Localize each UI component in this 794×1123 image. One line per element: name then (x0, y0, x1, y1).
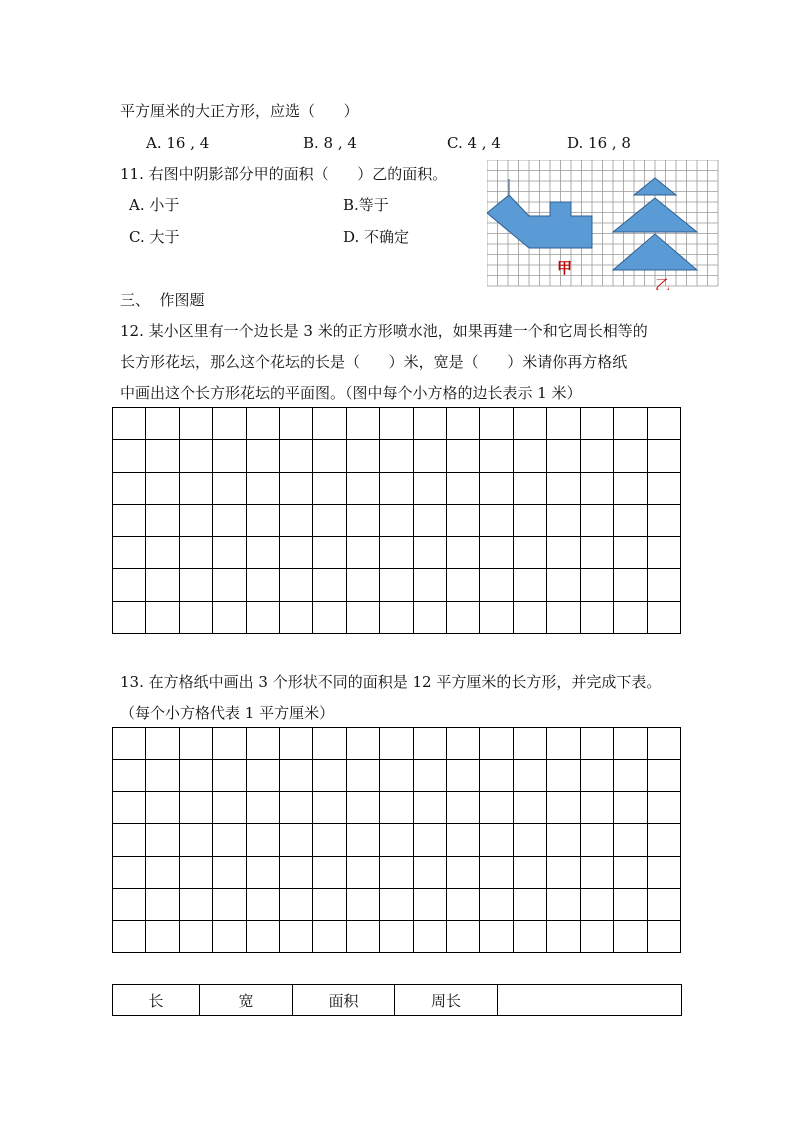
grid-cell[interactable] (547, 537, 580, 569)
grid-cell[interactable] (447, 920, 480, 952)
grid-cell[interactable] (547, 888, 580, 920)
grid-cell[interactable] (280, 408, 313, 440)
grid-cell[interactable] (146, 728, 179, 760)
grid-cell[interactable] (480, 601, 513, 633)
grid-cell[interactable] (246, 792, 279, 824)
grid-cell[interactable] (280, 601, 313, 633)
grid-cell[interactable] (380, 504, 413, 536)
grid-cell[interactable] (380, 856, 413, 888)
grid-cell[interactable] (146, 792, 179, 824)
grid-cell[interactable] (213, 920, 246, 952)
grid-cell[interactable] (480, 920, 513, 952)
grid-cell[interactable] (246, 888, 279, 920)
grid-cell[interactable] (413, 824, 446, 856)
table-header-blank[interactable] (498, 985, 682, 1016)
grid-cell[interactable] (179, 824, 212, 856)
grid-cell[interactable] (647, 569, 681, 601)
q11-option-d: D. 不确定 (343, 228, 410, 246)
grid-cell[interactable] (513, 888, 546, 920)
grid-cell[interactable] (580, 888, 613, 920)
grid-cell[interactable] (179, 440, 212, 472)
grid-cell[interactable] (413, 440, 446, 472)
grid-cell[interactable] (179, 504, 212, 536)
grid-cell[interactable] (513, 856, 546, 888)
grid-cell[interactable] (213, 792, 246, 824)
grid-cell[interactable] (313, 537, 346, 569)
grid-cell[interactable] (380, 408, 413, 440)
section-3-title: 三、 作图题 (120, 291, 205, 309)
grid-cell[interactable] (647, 601, 681, 633)
grid-cell[interactable] (380, 440, 413, 472)
grid-cell[interactable] (547, 569, 580, 601)
grid-cell[interactable] (447, 537, 480, 569)
grid-cell[interactable] (614, 569, 647, 601)
grid-cell[interactable] (547, 472, 580, 504)
grid-row (113, 792, 681, 824)
grid-cell[interactable] (647, 537, 681, 569)
grid-cell[interactable] (146, 920, 179, 952)
grid-cell[interactable] (246, 824, 279, 856)
grid-cell[interactable] (580, 440, 613, 472)
q10-option-d: D. 16 , 8 (567, 134, 631, 152)
grid-cell[interactable] (280, 537, 313, 569)
grid-cell[interactable] (547, 792, 580, 824)
grid-cell[interactable] (614, 824, 647, 856)
grid-cell[interactable] (213, 408, 246, 440)
q10-stem-tail: 平方厘米的大正方形，应选（ ） (120, 102, 359, 120)
grid-cell[interactable] (246, 920, 279, 952)
grid-cell[interactable] (146, 408, 179, 440)
grid-cell[interactable] (614, 472, 647, 504)
grid-row (113, 920, 681, 952)
grid-cell[interactable] (614, 408, 647, 440)
grid-cell[interactable] (580, 601, 613, 633)
grid-cell[interactable] (447, 856, 480, 888)
grid-cell[interactable] (547, 760, 580, 792)
grid-cell[interactable] (179, 920, 212, 952)
grid-cell[interactable] (513, 472, 546, 504)
grid-cell[interactable] (113, 888, 146, 920)
grid-cell[interactable] (447, 601, 480, 633)
grid-cell[interactable] (580, 569, 613, 601)
grid-cell[interactable] (179, 760, 212, 792)
grid-cell[interactable] (480, 760, 513, 792)
grid-row (113, 408, 681, 440)
grid-cell[interactable] (614, 601, 647, 633)
grid-row (113, 728, 681, 760)
grid-row (113, 504, 681, 536)
grid-cell[interactable] (113, 728, 146, 760)
grid-cell[interactable] (246, 601, 279, 633)
grid-cell[interactable] (313, 504, 346, 536)
grid-cell[interactable] (313, 856, 346, 888)
grid-cell[interactable] (146, 601, 179, 633)
grid-cell[interactable] (647, 728, 681, 760)
grid-cell[interactable] (246, 472, 279, 504)
grid-cell[interactable] (113, 472, 146, 504)
grid-cell[interactable] (313, 408, 346, 440)
grid-cell[interactable] (146, 569, 179, 601)
grid-cell[interactable] (480, 472, 513, 504)
grid-cell[interactable] (146, 888, 179, 920)
grid-cell[interactable] (580, 792, 613, 824)
grid-cell[interactable] (413, 888, 446, 920)
grid-cell[interactable] (113, 856, 146, 888)
grid-cell[interactable] (647, 824, 681, 856)
grid-cell[interactable] (380, 728, 413, 760)
grid-cell[interactable] (346, 792, 379, 824)
shape-yi-top-triangle (634, 178, 676, 195)
grid-cell[interactable] (179, 792, 212, 824)
grid-cell[interactable] (614, 920, 647, 952)
grid-cell[interactable] (413, 408, 446, 440)
grid-cell[interactable] (213, 728, 246, 760)
grid-cell[interactable] (313, 569, 346, 601)
grid-cell[interactable] (280, 920, 313, 952)
grid-row (113, 440, 681, 472)
grid-cell[interactable] (146, 537, 179, 569)
grid-row (113, 569, 681, 601)
grid-cell[interactable] (480, 440, 513, 472)
grid-cell[interactable] (213, 601, 246, 633)
grid-cell[interactable] (413, 472, 446, 504)
grid-cell[interactable] (480, 408, 513, 440)
grid-cell[interactable] (213, 504, 246, 536)
q13-line-2: （每个小方格代表 1 平方厘米） (120, 704, 335, 722)
grid-cell[interactable] (447, 792, 480, 824)
grid-cell[interactable] (614, 504, 647, 536)
grid-cell[interactable] (380, 760, 413, 792)
q11-option-b: B.等于 (343, 196, 389, 214)
grid-cell[interactable] (647, 472, 681, 504)
grid-cell[interactable] (580, 856, 613, 888)
grid-row (113, 856, 681, 888)
grid-cell[interactable] (313, 920, 346, 952)
grid-cell[interactable] (179, 856, 212, 888)
grid-cell[interactable] (113, 569, 146, 601)
grid-cell[interactable] (246, 440, 279, 472)
grid-cell[interactable] (413, 920, 446, 952)
grid-cell[interactable] (179, 472, 212, 504)
grid-cell[interactable] (647, 504, 681, 536)
grid-cell[interactable] (547, 920, 580, 952)
grid-cell[interactable] (547, 856, 580, 888)
grid-cell[interactable] (447, 440, 480, 472)
grid-cell[interactable] (346, 728, 379, 760)
grid-cell[interactable] (647, 888, 681, 920)
grid-cell[interactable] (113, 824, 146, 856)
grid-cell[interactable] (647, 920, 681, 952)
grid-cell[interactable] (346, 824, 379, 856)
grid-cell[interactable] (480, 856, 513, 888)
grid-cell[interactable] (113, 504, 146, 536)
grid-cell[interactable] (513, 569, 546, 601)
grid-cell[interactable] (213, 537, 246, 569)
grid-cell[interactable] (380, 537, 413, 569)
grid-cell[interactable] (213, 569, 246, 601)
q11-option-c: C. 大于 (129, 228, 180, 246)
grid-cell[interactable] (213, 440, 246, 472)
grid-cell[interactable] (246, 569, 279, 601)
grid-cell[interactable] (480, 504, 513, 536)
grid-cell[interactable] (280, 440, 313, 472)
grid-cell[interactable] (413, 728, 446, 760)
grid-cell[interactable] (614, 760, 647, 792)
grid-cell[interactable] (113, 537, 146, 569)
label-yi: 乙 (655, 276, 671, 290)
q13-grid-paper[interactable] (112, 727, 681, 953)
grid-cell[interactable] (447, 504, 480, 536)
grid-cell[interactable] (480, 824, 513, 856)
grid-cell[interactable] (146, 760, 179, 792)
grid-cell[interactable] (346, 440, 379, 472)
grid-cell[interactable] (413, 601, 446, 633)
grid-cell[interactable] (313, 888, 346, 920)
grid-cell[interactable] (280, 824, 313, 856)
grid-cell[interactable] (346, 920, 379, 952)
grid-cell[interactable] (213, 856, 246, 888)
grid-cell[interactable] (380, 601, 413, 633)
grid-cell[interactable] (580, 920, 613, 952)
table-header-width: 宽 (200, 985, 293, 1016)
grid-cell[interactable] (614, 888, 647, 920)
grid-cell[interactable] (280, 888, 313, 920)
grid-cell[interactable] (146, 440, 179, 472)
grid-cell[interactable] (614, 728, 647, 760)
grid-cell[interactable] (614, 440, 647, 472)
grid-cell[interactable] (346, 408, 379, 440)
q12-line-3: 中画出这个长方形花坛的平面图。（图中每个小方格的边长表示 1 米） (120, 384, 582, 402)
grid-cell[interactable] (447, 472, 480, 504)
grid-cell[interactable] (246, 504, 279, 536)
grid-cell[interactable] (447, 569, 480, 601)
grid-cell[interactable] (513, 728, 546, 760)
grid-cell[interactable] (447, 888, 480, 920)
grid-cell[interactable] (346, 537, 379, 569)
q13-answer-table (112, 984, 682, 1016)
grid-cell[interactable] (614, 792, 647, 824)
grid-cell[interactable] (313, 440, 346, 472)
q12-line-2: 长方形花坛，那么这个花坛的长是（ ）米，宽是（ ）米请你再方格纸 (120, 353, 628, 371)
grid-cell[interactable] (647, 792, 681, 824)
grid-cell[interactable] (346, 569, 379, 601)
grid-cell[interactable] (280, 569, 313, 601)
q12-grid-paper[interactable] (112, 407, 681, 634)
grid-cell[interactable] (213, 888, 246, 920)
grid-cell[interactable] (380, 569, 413, 601)
grid-cell[interactable] (513, 824, 546, 856)
q13-line-1: 13. 在方格纸中画出 3 个形状不同的面积是 12 平方厘米的长方形，并完成下表。 (120, 673, 662, 691)
q10-option-b: B. 8 , 4 (303, 134, 357, 152)
grid-cell[interactable] (547, 440, 580, 472)
grid-cell[interactable] (547, 601, 580, 633)
grid-cell[interactable] (313, 601, 346, 633)
grid-cell[interactable] (480, 888, 513, 920)
grid-cell[interactable] (213, 760, 246, 792)
q10-option-c: C. 4 , 4 (447, 134, 501, 152)
grid-cell[interactable] (513, 760, 546, 792)
grid-cell[interactable] (547, 824, 580, 856)
grid-cell[interactable] (614, 856, 647, 888)
table-header-perimeter: 周长 (395, 985, 498, 1016)
grid-cell[interactable] (480, 792, 513, 824)
grid-cell[interactable] (513, 440, 546, 472)
grid-cell[interactable] (480, 569, 513, 601)
grid-cell[interactable] (346, 856, 379, 888)
grid-cell[interactable] (647, 408, 681, 440)
grid-cell[interactable] (146, 504, 179, 536)
grid-cell[interactable] (580, 824, 613, 856)
q10-option-a: A. 16 , 4 (146, 134, 210, 152)
grid-cell[interactable] (380, 920, 413, 952)
grid-cell[interactable] (513, 408, 546, 440)
grid-cell[interactable] (580, 408, 613, 440)
grid-cell[interactable] (313, 792, 346, 824)
grid-cell[interactable] (580, 472, 613, 504)
grid-cell[interactable] (246, 760, 279, 792)
q12-line-1: 12. 某小区里有一个边长是 3 米的正方形喷水池，如果再建一个和它周长相等的 (120, 322, 648, 340)
grid-cell[interactable] (179, 601, 212, 633)
grid-cell[interactable] (513, 792, 546, 824)
grid-cell[interactable] (213, 824, 246, 856)
grid-cell[interactable] (246, 728, 279, 760)
grid-row (113, 601, 681, 633)
grid-cell[interactable] (313, 472, 346, 504)
grid-cell[interactable] (280, 728, 313, 760)
grid-cell[interactable] (346, 888, 379, 920)
grid-cell[interactable] (313, 728, 346, 760)
grid-cell[interactable] (547, 408, 580, 440)
grid-cell[interactable] (647, 856, 681, 888)
grid-cell[interactable] (346, 472, 379, 504)
grid-cell[interactable] (313, 824, 346, 856)
shape-yi-bottom-triangle (613, 234, 697, 270)
grid-cell[interactable] (547, 504, 580, 536)
grid-cell[interactable] (113, 408, 146, 440)
grid-cell[interactable] (246, 408, 279, 440)
grid-cell[interactable] (280, 504, 313, 536)
grid-cell[interactable] (179, 888, 212, 920)
grid-cell[interactable] (614, 537, 647, 569)
grid-cell[interactable] (647, 440, 681, 472)
label-jia: 甲 (557, 259, 573, 277)
grid-cell[interactable] (380, 888, 413, 920)
grid-cell[interactable] (580, 760, 613, 792)
grid-cell[interactable] (179, 728, 212, 760)
grid-cell[interactable] (280, 472, 313, 504)
grid-cell[interactable] (380, 472, 413, 504)
grid-cell[interactable] (380, 824, 413, 856)
grid-cell[interactable] (447, 728, 480, 760)
grid-cell[interactable] (580, 728, 613, 760)
grid-cell[interactable] (513, 920, 546, 952)
grid-cell[interactable] (480, 728, 513, 760)
grid-cell[interactable] (280, 856, 313, 888)
grid-cell[interactable] (280, 760, 313, 792)
grid-cell[interactable] (146, 472, 179, 504)
grid-cell[interactable] (179, 408, 212, 440)
grid-cell[interactable] (647, 760, 681, 792)
grid-cell[interactable] (113, 440, 146, 472)
grid-cell[interactable] (146, 824, 179, 856)
grid-row (113, 888, 681, 920)
grid-cell[interactable] (346, 760, 379, 792)
grid-cell[interactable] (313, 760, 346, 792)
grid-cell[interactable] (447, 760, 480, 792)
grid-cell[interactable] (346, 601, 379, 633)
grid-row (113, 824, 681, 856)
q11-option-a: A. 小于 (129, 196, 180, 214)
grid-cell[interactable] (113, 792, 146, 824)
grid-cell[interactable] (246, 856, 279, 888)
grid-cell[interactable] (280, 792, 313, 824)
grid-cell[interactable] (179, 569, 212, 601)
grid-cell[interactable] (480, 537, 513, 569)
grid-cell[interactable] (113, 601, 146, 633)
table-header-length: 长 (113, 985, 200, 1016)
grid-row (113, 472, 681, 504)
grid-cell[interactable] (113, 760, 146, 792)
table-header-area: 面积 (293, 985, 395, 1016)
grid-cell[interactable] (146, 856, 179, 888)
grid-cell[interactable] (413, 760, 446, 792)
grid-cell[interactable] (513, 601, 546, 633)
grid-cell[interactable] (447, 824, 480, 856)
grid-cell[interactable] (580, 504, 613, 536)
grid-cell[interactable] (413, 537, 446, 569)
grid-row (113, 537, 681, 569)
grid-cell[interactable] (513, 537, 546, 569)
grid-cell[interactable] (380, 792, 413, 824)
grid-cell[interactable] (513, 504, 546, 536)
grid-cell[interactable] (213, 472, 246, 504)
grid-cell[interactable] (246, 537, 279, 569)
shape-yi-middle-triangle (613, 198, 697, 232)
q11-stem: 11. 右图中阴影部分甲的面积（ ）乙的面积。 (120, 165, 448, 183)
q11-figure (487, 160, 720, 290)
grid-cell[interactable] (413, 792, 446, 824)
grid-cell[interactable] (447, 408, 480, 440)
grid-cell[interactable] (413, 504, 446, 536)
grid-cell[interactable] (413, 569, 446, 601)
grid-cell[interactable] (179, 537, 212, 569)
grid-cell[interactable] (547, 728, 580, 760)
grid-cell[interactable] (346, 504, 379, 536)
grid-cell[interactable] (580, 537, 613, 569)
grid-row (113, 760, 681, 792)
grid-cell[interactable] (413, 856, 446, 888)
grid-cell[interactable] (113, 920, 146, 952)
